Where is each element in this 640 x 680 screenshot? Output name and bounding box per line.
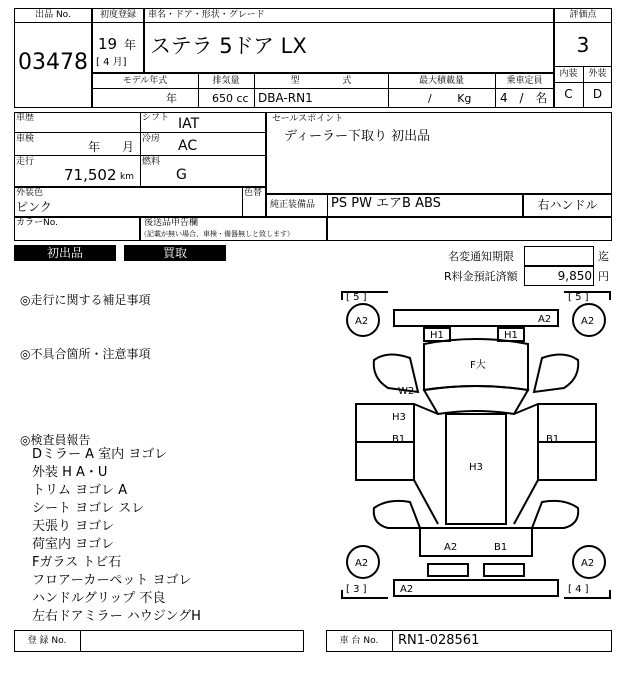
displacement-value: 650 cc xyxy=(212,92,249,105)
roof-mark: H3 xyxy=(469,462,483,473)
displacement-label: 排気量 xyxy=(212,76,240,86)
report-line: 左右ドアミラー ハウジングH xyxy=(32,609,201,624)
corner-label-top-right: [ 5 ] xyxy=(568,292,589,303)
mileage-label: 走行 xyxy=(16,157,35,167)
exterior-grade: D xyxy=(592,87,603,101)
lot-label: 出品 No. xyxy=(35,10,71,20)
purchase-badge: 買取 xyxy=(124,245,226,261)
wheel-rear-right-mark: A2 xyxy=(581,558,595,569)
fender-left-mark: W2 xyxy=(398,386,415,397)
rear-bumper-mark: A2 xyxy=(400,584,414,595)
hood-mark: F大 xyxy=(470,360,486,371)
mileage-value: 71,502 xyxy=(64,166,117,184)
inspection-year-unit: 年 xyxy=(88,140,101,154)
door-left-front-mark: H3 xyxy=(392,412,406,423)
first-registration-label: 初度登録 xyxy=(99,10,136,20)
door-right-mark: B1 xyxy=(546,434,560,445)
report-line: シート ヨゴレ スレ xyxy=(32,501,145,516)
first-registration-month: [ 4 月] xyxy=(96,57,127,68)
model-code: DBA-RN1 xyxy=(258,91,313,105)
shift-value: IAT xyxy=(178,116,200,132)
interior-label: 内装 xyxy=(559,69,578,79)
lot-number: 03478 xyxy=(18,50,88,75)
max-load-label: 最大積載量 xyxy=(418,76,464,86)
wheel-front-left-mark: A2 xyxy=(355,316,369,327)
max-load-value: / Kg xyxy=(428,92,472,105)
capacity-label: 乗車定員 xyxy=(506,76,543,86)
first-listing-badge: 初出品 xyxy=(14,245,116,261)
shift-label: シフト xyxy=(142,113,170,123)
color-no-label: カラーNo. xyxy=(16,218,58,228)
door-left-rear-mark: B1 xyxy=(392,434,406,445)
report-line: ハンドルグリップ 不良 xyxy=(32,591,166,606)
car-damage-diagram xyxy=(338,288,614,630)
recycle-unit: 円 xyxy=(598,270,609,283)
ac-value: AC xyxy=(178,138,198,154)
defects-header: ◎不具合箇所・注意事項 xyxy=(20,347,151,361)
history-label: 車歴 xyxy=(16,113,35,123)
corner-label-bottom-left: [ 3 ] xyxy=(346,584,367,595)
grade-score: 3 xyxy=(576,33,590,57)
car-name-label: 車名・ドア・形状・グレード xyxy=(148,10,265,20)
grade-label: 評価点 xyxy=(569,10,597,20)
report-line: Fガラス トビ石 xyxy=(32,555,122,570)
registration-no-label: 登 録 No. xyxy=(27,636,67,646)
headlight-right-mark: H1 xyxy=(504,330,518,341)
model-label: 型 式 xyxy=(290,76,352,86)
inspection-label: 車検 xyxy=(16,134,35,144)
wheel-front-right-mark: A2 xyxy=(581,316,595,327)
blank-box xyxy=(327,217,612,241)
sales-point-label: セールスポイント xyxy=(272,114,344,124)
color-value: ピンク xyxy=(16,200,52,214)
first-registration-year-unit: 年 xyxy=(124,38,137,52)
rear-mark-a: A2 xyxy=(444,542,458,553)
first-registration-year: 19 xyxy=(98,35,118,53)
report-line: Dミラー A 室内 ヨゴレ xyxy=(32,447,168,462)
recycle-amount: 9,850 xyxy=(557,269,592,283)
fuel-label: 燃料 xyxy=(142,157,161,167)
sales-point-text: ディーラー下取り 初出品 xyxy=(284,129,431,144)
equipment-label: 純正装備品 xyxy=(270,200,316,210)
corner-label-top-left: [ 5 ] xyxy=(346,292,367,303)
driving-notes-header: ◎走行に関する補足事項 xyxy=(20,293,151,307)
fuel-value: G xyxy=(176,167,187,183)
color-change-label: 色替 xyxy=(244,188,263,198)
inspector-report-header: ◎検査員報告 xyxy=(20,433,91,447)
name-change-unit: 迄 xyxy=(598,250,609,263)
report-line: 天張り ヨゴレ xyxy=(32,519,115,534)
steering-value: 右ハンドル xyxy=(537,198,598,212)
report-line: 外装 H A・U xyxy=(32,465,108,480)
chassis-no-label: 車 台 No. xyxy=(339,636,379,646)
name-change-box xyxy=(524,246,594,266)
rear-mark-b: B1 xyxy=(494,542,508,553)
report-line: 荷室内 ヨゴレ xyxy=(32,537,115,552)
report-line: フロアーカーペット ヨゴレ xyxy=(32,573,192,588)
recycle-label: R料金預託済額 xyxy=(444,270,518,283)
model-year-label: モデル年式 xyxy=(122,76,168,86)
color-box xyxy=(14,187,266,217)
equipment-value: PS PW エアB ABS xyxy=(331,196,441,211)
inspection-month-unit: 月 xyxy=(122,140,135,154)
car-name: ステラ 5ドア LX xyxy=(150,34,307,58)
after-parts-note: （記載が無い場合、車検・備器無しと致します） xyxy=(140,230,294,238)
headlight-left-mark: H1 xyxy=(430,330,444,341)
color-label: 外装色 xyxy=(16,188,44,198)
chassis-no-value: RN1-028561 xyxy=(398,633,480,648)
report-line: トリム ヨゴレ A xyxy=(32,483,128,498)
capacity-value: 4 / 名 xyxy=(500,91,548,105)
mileage-unit: km xyxy=(120,172,134,182)
exterior-label: 外装 xyxy=(588,69,607,79)
after-parts-label: 後送品申告欄 xyxy=(144,218,199,228)
interior-grade: C xyxy=(564,87,573,101)
corner-label-bottom-right: [ 4 ] xyxy=(568,584,589,595)
ac-label: 冷房 xyxy=(142,134,161,144)
wheel-rear-left-mark: A2 xyxy=(355,558,369,569)
model-year-unit: 年 xyxy=(166,92,177,105)
name-change-label: 名変通知期限 xyxy=(448,250,514,263)
front-bumper-mark: A2 xyxy=(538,314,552,325)
